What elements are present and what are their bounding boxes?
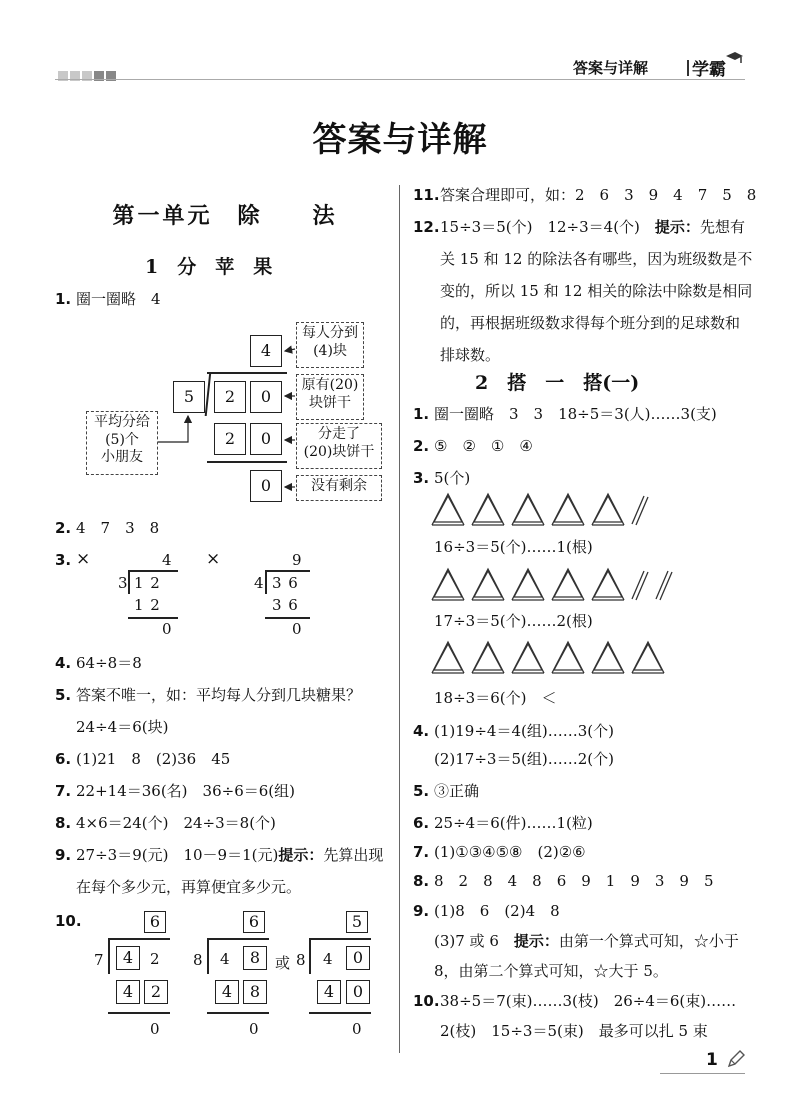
q10c-dividend-2: 0 [346, 946, 370, 970]
r5-number: 5. [413, 782, 430, 800]
q4-number: 4. [55, 654, 72, 672]
q10b-dividend-2: 8 [243, 946, 267, 970]
q9-hint-text: 先算出现 [323, 846, 384, 864]
r2-answer: ⑤ ② ① ④ [434, 437, 533, 455]
q10b-bar [207, 938, 269, 940]
r7-number: 7. [413, 843, 430, 861]
r4-number: 4. [413, 722, 430, 740]
q5-number: 5. [55, 686, 72, 704]
note-product-line-1: 分走了 [318, 426, 360, 442]
note-dividend-line-1: 原有(20) [301, 377, 359, 393]
product-box-1: 2 [214, 423, 246, 455]
r6-answer: 25÷4＝6(件)……1(粒) [434, 814, 593, 832]
header-brand: 学霸 [692, 60, 726, 80]
q6-answer: (1)21 8 (2)36 45 [76, 750, 231, 768]
quotient-box: 4 [250, 335, 282, 367]
r2-number: 2. [413, 437, 430, 455]
q12-answer: 15÷3＝5(个) 12÷3＝4(个) [440, 218, 640, 236]
q2-number: 2. [55, 519, 72, 537]
triangles-row-2 [430, 565, 680, 605]
dividend-box-1: 2 [214, 381, 246, 413]
q10b-remainder: 0 [249, 1020, 259, 1038]
page-title: 答案与详解 [312, 120, 488, 160]
r8-number: 8. [413, 872, 430, 890]
q3-number: 3. [55, 551, 72, 569]
divisor-box: 5 [173, 381, 205, 413]
r6-number: 6. [413, 814, 430, 832]
q10b-subtract-line [207, 1012, 269, 1014]
header-separator [687, 60, 689, 76]
q11-number: 11. [413, 186, 440, 204]
q3b-divisor: 4 [254, 574, 264, 592]
r5-answer: ③正确 [434, 782, 480, 800]
q9-hint-label: 提示： [278, 846, 324, 864]
r3-answer: 5(个) [434, 469, 471, 487]
note-quotient-line-1: 每人分到 [302, 325, 358, 341]
pencil-icon [726, 1049, 746, 1069]
r9-hint-label: 提示： [513, 932, 559, 950]
r3-equation-3: 18÷3＝6(个) ＜ [434, 689, 557, 707]
q3a-product: 1 2 [134, 596, 161, 614]
r10-line-1: 38÷5＝7(束)……3(枝) 26÷4＝6(束)…… [440, 992, 737, 1010]
q3b-subtract-line [265, 617, 310, 619]
note-remainder: 没有剩余 [296, 475, 382, 501]
q12-number: 12. [413, 218, 440, 236]
r9-line-3: 8，由第二个算式可知，☆大于 5。 [434, 962, 668, 980]
r9-hint-text: 由第一个算式可知，☆小于 [558, 932, 739, 950]
q12-line-2: 关 15 和 12 的除法各有哪些，因为班级数是不 [440, 250, 753, 268]
q12-line-1 [440, 220, 745, 235]
note-dividend-line-2: 块饼干 [309, 394, 351, 411]
note-divisor-line-2: (5)个 [105, 431, 139, 448]
footer-rule [660, 1073, 745, 1074]
q11-answer: 答案合理即可，如：2 6 3 9 4 7 5 8 [440, 186, 757, 204]
q10a-quotient: 6 [144, 911, 166, 933]
q1-number: 1. [55, 290, 72, 308]
q10-or: 或 [275, 954, 291, 972]
r8-answer: 8 2 8 4 8 6 9 1 9 3 9 5 [434, 872, 714, 890]
q7-number: 7. [55, 782, 72, 800]
note-quotient-line-2: (4)块 [313, 342, 347, 359]
r10-number: 10. [413, 992, 440, 1010]
r1-answer: 圈一圈略 3 3 18÷5＝3(人)……3(支) [434, 405, 717, 423]
diagram-arrows [0, 0, 400, 520]
q10a-remainder: 0 [150, 1020, 160, 1038]
q3b-remainder: 0 [292, 620, 302, 638]
q10b-quotient: 6 [243, 911, 265, 933]
q10a-bracket [108, 938, 110, 974]
q10c-dividend-1: 4 [323, 950, 333, 968]
q12-line-3: 变的，所以 15 和 12 相关的除法中除数是相同 [440, 282, 753, 300]
q10c-remainder: 0 [352, 1020, 362, 1038]
q3b-dividend: 3 6 [272, 574, 299, 592]
unit-title: 第一单元 除 法 [112, 204, 338, 229]
r3-equation-2: 17÷3＝5(个)……2(根) [434, 612, 593, 630]
triangles-row-3 [430, 638, 670, 678]
q12-line-5: 排球数。 [440, 346, 501, 364]
q3a-subtract-line [128, 617, 178, 619]
q8-number: 8. [55, 814, 72, 832]
q3a-remainder: 0 [162, 620, 172, 638]
r9-line-1: (1)8 6 (2)4 8 [434, 902, 560, 920]
q3b-quotient: 9 [292, 551, 302, 569]
q10a-divisor: 7 [94, 951, 104, 969]
q2-answer: 4 7 3 8 [76, 519, 160, 537]
q10c-bar [309, 938, 371, 940]
r9-number: 9. [413, 902, 430, 920]
q12-line-4: 的，再根据班级数求得每个班分到的足球数和 [440, 314, 741, 332]
q9-line-1 [76, 848, 383, 863]
q3a-bracket [128, 570, 130, 594]
q5-line-2: 24÷4＝6(块) [76, 718, 169, 736]
q10c-quotient: 5 [346, 911, 368, 933]
r10-line-2: 2(枝) 15÷3＝5(束) 最多可以扎 5 束 [440, 1022, 708, 1040]
r3-equation-1: 16÷3＝5(个)……1(根) [434, 538, 593, 556]
product-box-2: 0 [250, 423, 282, 455]
q10b-dividend-1: 4 [220, 950, 230, 968]
q3a-bar [128, 570, 178, 572]
q3b-bar [265, 570, 310, 572]
q3b-product: 3 6 [272, 596, 299, 614]
q10a-product-1: 4 [116, 980, 140, 1004]
q10a-dividend-1: 4 [116, 946, 140, 970]
q8-answer: 4×6＝24(个) 24÷3＝8(个) [76, 814, 276, 832]
r7-answer: (1)①③④⑤⑧ (2)②⑥ [434, 843, 586, 861]
q10b-divisor: 8 [193, 951, 203, 969]
q10c-bracket [309, 938, 311, 974]
q10b-product-1: 4 [215, 980, 239, 1004]
q10c-divisor: 8 [296, 951, 306, 969]
q10c-product-2: 0 [346, 980, 370, 1004]
q12-hint-text: 先想有 [699, 218, 745, 236]
q3a-dividend: 1 2 [134, 574, 161, 592]
q9-answer: 27÷3＝9(元) 10－9＝1(元) [76, 846, 279, 864]
q3b-mark: × [206, 549, 221, 569]
q10a-bar [108, 938, 170, 940]
remainder-box: 0 [250, 470, 282, 502]
q10a-subtract-line [108, 1012, 170, 1014]
q10c-product-1: 4 [317, 980, 341, 1004]
q10c-subtract-line [309, 1012, 371, 1014]
q12-hint-label: 提示： [654, 218, 700, 236]
r3-number: 3. [413, 469, 430, 487]
r9-answer: (3)7 或 6 [434, 932, 514, 950]
q5-line-1: 答案不唯一，如：平均每人分到几块糖果？ [76, 686, 362, 704]
q10a-product-2: 2 [144, 980, 168, 1004]
q10a-dividend-2: 2 [150, 950, 160, 968]
q10-number: 10. [55, 912, 82, 930]
r4-line-1: (1)19÷4＝4(组)……3(个) [434, 722, 614, 740]
q4-answer: 64÷8＝8 [76, 654, 142, 672]
triangles-row-1 [430, 490, 660, 530]
q3a-divisor: 3 [118, 574, 128, 592]
dividend-box-2: 0 [250, 381, 282, 413]
page-number: 1 [706, 1050, 718, 1070]
q10b-bracket [207, 938, 209, 974]
note-product-line-2: (20)块饼干 [303, 443, 375, 460]
r1-number: 1. [413, 405, 430, 423]
q3a-quotient: 4 [162, 551, 172, 569]
note-divisor-line-1: 平均分给 [94, 414, 150, 430]
q6-number: 6. [55, 750, 72, 768]
q3a-mark: × [76, 549, 91, 569]
lesson-title-2: 2 搭 一 搭(一) [475, 372, 640, 394]
lesson-title-1: 1 分 苹 果 [145, 256, 273, 278]
r9-line-2 [434, 934, 739, 949]
note-divisor-line-3: 小朋友 [101, 449, 143, 465]
q3b-bracket [265, 570, 267, 594]
header-section: 答案与详解 [573, 59, 649, 77]
mortarboard-icon [724, 51, 744, 65]
q10b-product-2: 8 [243, 980, 267, 1004]
q1-answer: 圈一圈略 4 [76, 290, 161, 308]
q9-number: 9. [55, 846, 72, 864]
r4-line-2: (2)17÷3＝5(组)……2(个) [434, 750, 614, 768]
q7-answer: 22+14＝36(名) 36÷6＝6(组) [76, 782, 295, 800]
q9-line-2: 在每个多少元，再算便宜多少元。 [76, 878, 302, 896]
